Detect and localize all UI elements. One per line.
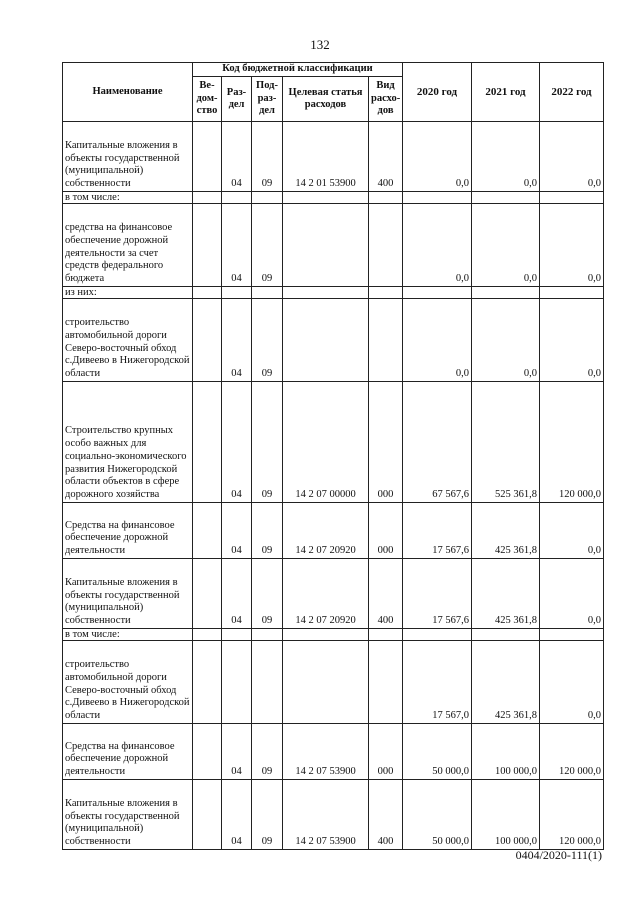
cell-vid <box>369 192 403 204</box>
cell-razdel: 04 <box>222 559 252 629</box>
cell-podrazdel: 09 <box>252 559 283 629</box>
cell-vedom <box>193 724 222 780</box>
cell-razdel <box>222 641 252 724</box>
table-row <box>63 724 604 780</box>
table-row <box>63 382 604 503</box>
cell-vedom <box>193 780 222 850</box>
cell-y2020: 17 567,6 <box>403 503 472 559</box>
cell-vid <box>369 204 403 287</box>
cell-name: строительство автомобильной дороги Северо-восточный обход с.Дивеево в Нижегородской области <box>63 299 193 382</box>
cell-podrazdel: 09 <box>252 299 283 382</box>
cell-y2021 <box>472 287 540 299</box>
header-budget-code: Код бюджетной классификации <box>193 63 403 77</box>
cell-vid <box>369 629 403 641</box>
cell-vedom <box>193 192 222 204</box>
table-row <box>63 287 604 299</box>
cell-vid: 000 <box>369 503 403 559</box>
cell-name: в том числе: <box>63 629 193 641</box>
cell-podrazdel: 09 <box>252 503 283 559</box>
cell-y2022 <box>540 192 604 204</box>
cell-name: строительство автомобильной дороги Северо-восточный обход с.Дивеево в Нижегородской области <box>63 641 193 724</box>
cell-razdel: 04 <box>222 503 252 559</box>
cell-target <box>283 192 369 204</box>
document-code: 0404/2020-111(1) <box>515 848 602 862</box>
cell-y2022: 120 000,0 <box>540 724 604 780</box>
cell-podrazdel: 09 <box>252 122 283 192</box>
cell-y2021: 425 361,8 <box>472 641 540 724</box>
cell-y2020: 50 000,0 <box>403 780 472 850</box>
cell-target <box>283 629 369 641</box>
cell-target <box>283 287 369 299</box>
cell-y2021: 425 361,8 <box>472 559 540 629</box>
cell-target: 14 2 07 20920 <box>283 559 369 629</box>
cell-y2022: 120 000,0 <box>540 780 604 850</box>
cell-target: 14 2 07 53900 <box>283 780 369 850</box>
cell-vid: 400 <box>369 122 403 192</box>
cell-vid: 000 <box>369 382 403 503</box>
table-row <box>63 503 604 559</box>
cell-y2021: 0,0 <box>472 299 540 382</box>
cell-y2020: 0,0 <box>403 204 472 287</box>
budget-table <box>62 62 604 850</box>
cell-y2020 <box>403 192 472 204</box>
header-2020: 2020 год <box>403 63 472 122</box>
table-row <box>63 122 604 192</box>
cell-y2021: 100 000,0 <box>472 724 540 780</box>
cell-razdel <box>222 629 252 641</box>
cell-target <box>283 299 369 382</box>
cell-podrazdel <box>252 287 283 299</box>
cell-name: в том числе: <box>63 192 193 204</box>
cell-y2022: 0,0 <box>540 299 604 382</box>
cell-y2022: 0,0 <box>540 559 604 629</box>
header-2021: 2021 год <box>472 63 540 122</box>
cell-razdel: 04 <box>222 122 252 192</box>
cell-target <box>283 204 369 287</box>
table-row <box>63 559 604 629</box>
cell-vedom <box>193 559 222 629</box>
cell-y2021 <box>472 629 540 641</box>
cell-y2021: 525 361,8 <box>472 382 540 503</box>
cell-vedom <box>193 287 222 299</box>
cell-razdel: 04 <box>222 780 252 850</box>
cell-vid <box>369 299 403 382</box>
header-vedom: Ве-дом-ство <box>193 77 222 122</box>
cell-y2022: 0,0 <box>540 122 604 192</box>
cell-podrazdel: 09 <box>252 382 283 503</box>
cell-razdel: 04 <box>222 204 252 287</box>
page-number: 132 <box>310 37 330 52</box>
cell-vedom <box>193 382 222 503</box>
cell-target: 14 2 07 53900 <box>283 724 369 780</box>
cell-podrazdel <box>252 192 283 204</box>
table-row <box>63 204 604 287</box>
cell-vedom <box>193 629 222 641</box>
cell-y2022: 120 000,0 <box>540 382 604 503</box>
cell-y2022 <box>540 629 604 641</box>
header-podrazdel: Под-раз-дел <box>252 77 283 122</box>
cell-vedom <box>193 503 222 559</box>
cell-y2020 <box>403 629 472 641</box>
cell-vid: 000 <box>369 724 403 780</box>
cell-vid: 400 <box>369 559 403 629</box>
cell-name: Строительство крупных особо важных для социально-экономического развития Нижегородской области объектов в сфере дорожного хозяйства <box>63 382 193 503</box>
cell-razdel: 04 <box>222 724 252 780</box>
cell-target: 14 2 01 53900 <box>283 122 369 192</box>
cell-y2020: 0,0 <box>403 299 472 382</box>
cell-podrazdel: 09 <box>252 780 283 850</box>
cell-podrazdel <box>252 629 283 641</box>
cell-vid <box>369 641 403 724</box>
table-row <box>63 641 604 724</box>
cell-target: 14 2 07 00000 <box>283 382 369 503</box>
cell-target <box>283 641 369 724</box>
cell-razdel: 04 <box>222 299 252 382</box>
cell-vedom <box>193 204 222 287</box>
cell-y2021: 0,0 <box>472 204 540 287</box>
cell-podrazdel <box>252 641 283 724</box>
cell-name: Средства на финансовое обеспечение дорожной деятельности <box>63 724 193 780</box>
cell-name: Средства на финансовое обеспечение дорожной деятельности <box>63 503 193 559</box>
cell-y2022: 0,0 <box>540 641 604 724</box>
cell-y2021: 425 361,8 <box>472 503 540 559</box>
cell-name: Капитальные вложения в объекты государственной (муниципальной) собственности <box>63 780 193 850</box>
header-name: Наименование <box>63 63 193 122</box>
cell-y2022 <box>540 287 604 299</box>
cell-y2020: 17 567,6 <box>403 559 472 629</box>
cell-target: 14 2 07 20920 <box>283 503 369 559</box>
cell-name: из них: <box>63 287 193 299</box>
cell-razdel <box>222 192 252 204</box>
cell-y2022: 0,0 <box>540 503 604 559</box>
table-row <box>63 629 604 641</box>
table-row <box>63 192 604 204</box>
cell-podrazdel: 09 <box>252 204 283 287</box>
header-razdel: Раз-дел <box>222 77 252 122</box>
cell-vedom <box>193 641 222 724</box>
cell-vid <box>369 287 403 299</box>
cell-y2020: 67 567,6 <box>403 382 472 503</box>
cell-vedom <box>193 122 222 192</box>
header-vid: Вид расхо-дов <box>369 77 403 122</box>
cell-y2022: 0,0 <box>540 204 604 287</box>
cell-y2020 <box>403 287 472 299</box>
cell-vid: 400 <box>369 780 403 850</box>
cell-podrazdel: 09 <box>252 724 283 780</box>
cell-name: средства на финансовое обеспечение дорожной деятельности за счет средств федерального бюджета <box>63 204 193 287</box>
table-row <box>63 780 604 850</box>
cell-y2021 <box>472 192 540 204</box>
cell-razdel: 04 <box>222 382 252 503</box>
cell-y2020: 17 567,0 <box>403 641 472 724</box>
cell-y2020: 50 000,0 <box>403 724 472 780</box>
cell-y2020: 0,0 <box>403 122 472 192</box>
header-2022: 2022 год <box>540 63 604 122</box>
cell-y2021: 100 000,0 <box>472 780 540 850</box>
cell-vedom <box>193 299 222 382</box>
cell-razdel <box>222 287 252 299</box>
cell-y2021: 0,0 <box>472 122 540 192</box>
table-row <box>63 299 604 382</box>
header-target: Целевая статья расходов <box>283 77 369 122</box>
cell-name: Капитальные вложения в объекты государственной (муниципальной) собственности <box>63 122 193 192</box>
cell-name: Капитальные вложения в объекты государственной (муниципальной) собственности <box>63 559 193 629</box>
